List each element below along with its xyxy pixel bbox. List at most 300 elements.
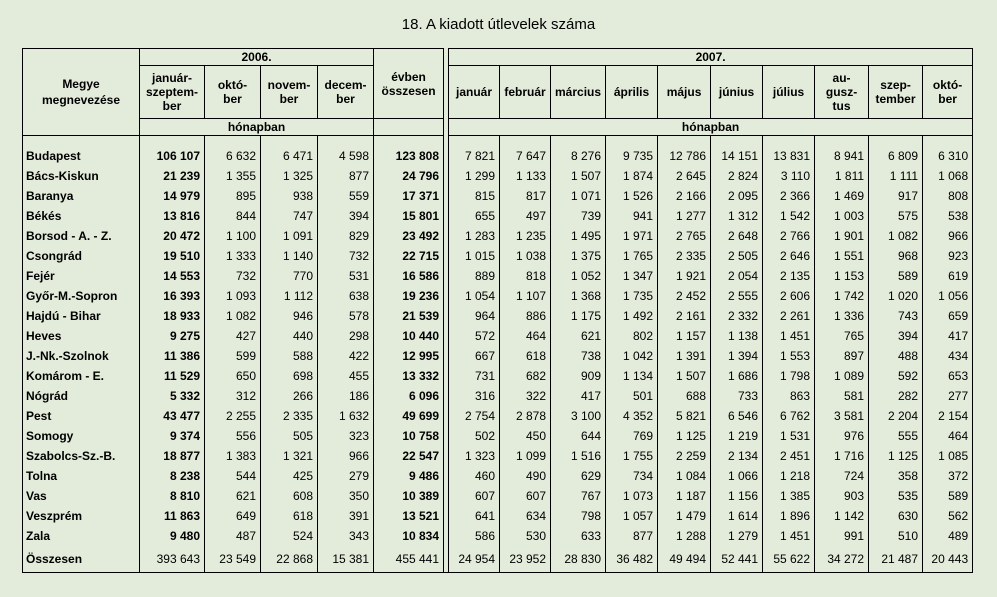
table-row xyxy=(23,206,973,226)
table-cell: 923 xyxy=(923,246,973,266)
table-row xyxy=(23,406,973,426)
table-cell: 649 xyxy=(205,506,261,526)
table-cell: 2 824 xyxy=(711,166,763,186)
spacer-cell xyxy=(374,136,444,147)
table-cell: 1 507 xyxy=(551,166,606,186)
table-cell: 889 xyxy=(449,266,500,286)
spacer-cell xyxy=(923,136,973,147)
table-cell: 817 xyxy=(500,186,551,206)
col-2007-sep: szep- tember xyxy=(869,66,923,119)
table-cell: 621 xyxy=(205,486,261,506)
county-name: Összesen xyxy=(23,546,140,573)
table-cell: 531 xyxy=(318,266,374,286)
table-cell: 1 336 xyxy=(815,306,869,326)
county-name: Fejér xyxy=(23,266,140,286)
table-cell: 765 xyxy=(815,326,869,346)
table-cell: 895 xyxy=(205,186,261,206)
table-cell: 638 xyxy=(318,286,374,306)
table-cell: 1 469 xyxy=(815,186,869,206)
spacer-cell xyxy=(318,136,374,147)
table-cell: 743 xyxy=(869,306,923,326)
table-cell: 52 441 xyxy=(711,546,763,573)
county-name: Budapest xyxy=(23,146,140,166)
year-2007-header: 2007. xyxy=(449,49,973,66)
table-cell: 1 451 xyxy=(763,526,815,546)
table-cell: 9 486 xyxy=(374,466,444,486)
table-cell: 1 531 xyxy=(763,426,815,446)
table-cell: 682 xyxy=(500,366,551,386)
spacer-cell xyxy=(140,136,205,147)
spacer-cell xyxy=(449,136,500,147)
table-cell: 1 015 xyxy=(449,246,500,266)
table-cell: 589 xyxy=(869,266,923,286)
table-cell: 2 135 xyxy=(763,266,815,286)
table-cell: 886 xyxy=(500,306,551,326)
table-cell: 350 xyxy=(318,486,374,506)
table-cell: 106 107 xyxy=(140,146,205,166)
table-cell: 1 093 xyxy=(205,286,261,306)
table-cell: 544 xyxy=(205,466,261,486)
col-year-total: évben összesen xyxy=(374,49,444,119)
table-cell: 1 056 xyxy=(923,286,973,306)
spacer-cell xyxy=(500,136,551,147)
table-cell: 1 479 xyxy=(658,506,711,526)
table-cell: 391 xyxy=(318,506,374,526)
table-cell: 55 622 xyxy=(763,546,815,573)
table-row xyxy=(23,306,973,326)
table-cell: 14 553 xyxy=(140,266,205,286)
table-cell: 739 xyxy=(551,206,606,226)
table-cell: 802 xyxy=(606,326,658,346)
table-cell: 266 xyxy=(261,386,318,406)
table-cell: 1 219 xyxy=(711,426,763,446)
table-cell: 903 xyxy=(815,486,869,506)
table-cell: 450 xyxy=(500,426,551,446)
table-cell: 8 810 xyxy=(140,486,205,506)
county-header: Megye megnevezése xyxy=(23,49,140,136)
table-row xyxy=(23,366,973,386)
table-cell: 698 xyxy=(261,366,318,386)
table-cell: 1 187 xyxy=(658,486,711,506)
table-cell: 16 586 xyxy=(374,266,444,286)
table-cell: 732 xyxy=(318,246,374,266)
table-cell: 1 111 xyxy=(869,166,923,186)
table-cell: 1 125 xyxy=(869,446,923,466)
table-cell: 282 xyxy=(869,386,923,406)
table-cell: 9 480 xyxy=(140,526,205,546)
table-cell: 358 xyxy=(869,466,923,486)
spacer-cell xyxy=(205,136,261,147)
table-cell: 586 xyxy=(449,526,500,546)
table-cell: 9 374 xyxy=(140,426,205,446)
unit-label-2007: hónapban xyxy=(449,119,973,136)
col-2007-jan: január xyxy=(449,66,500,119)
table-cell: 621 xyxy=(551,326,606,346)
table-cell: 1 632 xyxy=(318,406,374,426)
table-cell: 688 xyxy=(658,386,711,406)
table-cell: 1 391 xyxy=(658,346,711,366)
table-cell: 655 xyxy=(449,206,500,226)
county-name: Baranya xyxy=(23,186,140,206)
table-cell: 738 xyxy=(551,346,606,366)
table-cell: 1 742 xyxy=(815,286,869,306)
table-cell: 1 140 xyxy=(261,246,318,266)
table-cell: 6 546 xyxy=(711,406,763,426)
table-cell: 3 581 xyxy=(815,406,869,426)
table-cell: 20 472 xyxy=(140,226,205,246)
table-cell: 12 995 xyxy=(374,346,444,366)
spacer-cell xyxy=(551,136,606,147)
table-cell: 1 235 xyxy=(500,226,551,246)
col-2007-oct: októ- ber xyxy=(923,66,973,119)
table-cell: 941 xyxy=(606,206,658,226)
table-cell: 18 933 xyxy=(140,306,205,326)
table-cell: 5 821 xyxy=(658,406,711,426)
table-cell: 1 921 xyxy=(658,266,711,286)
table-cell: 123 808 xyxy=(374,146,444,166)
table-cell: 13 521 xyxy=(374,506,444,526)
table-cell: 1 551 xyxy=(815,246,869,266)
table-cell: 644 xyxy=(551,426,606,446)
table-cell: 6 632 xyxy=(205,146,261,166)
table-cell: 991 xyxy=(815,526,869,546)
table-cell: 2 335 xyxy=(658,246,711,266)
table-cell: 1 312 xyxy=(711,206,763,226)
table-cell: 917 xyxy=(869,186,923,206)
table-cell: 877 xyxy=(318,166,374,186)
table-cell: 510 xyxy=(869,526,923,546)
table-cell: 1 495 xyxy=(551,226,606,246)
table-cell: 946 xyxy=(261,306,318,326)
table-cell: 2 452 xyxy=(658,286,711,306)
table-cell: 23 952 xyxy=(500,546,551,573)
table-cell: 10 389 xyxy=(374,486,444,506)
table-title: 18. A kiadott útlevelek száma xyxy=(401,16,596,33)
table-cell: 455 441 xyxy=(374,546,444,573)
table-cell: 818 xyxy=(500,266,551,286)
table-cell: 1 614 xyxy=(711,506,763,526)
table-cell: 524 xyxy=(261,526,318,546)
table-cell: 18 877 xyxy=(140,446,205,466)
col-2006-nov: novem- ber xyxy=(261,66,318,119)
table-cell: 731 xyxy=(449,366,500,386)
table-cell: 1 142 xyxy=(815,506,869,526)
table-cell: 1 526 xyxy=(606,186,658,206)
spacer-cell xyxy=(815,136,869,147)
table-cell: 15 381 xyxy=(318,546,374,573)
table-cell: 9 275 xyxy=(140,326,205,346)
table-cell: 1 082 xyxy=(205,306,261,326)
county-name: Szabolcs-Sz.-B. xyxy=(23,446,140,466)
table-cell: 2 161 xyxy=(658,306,711,326)
table-cell: 588 xyxy=(261,346,318,366)
table-cell: 1 798 xyxy=(763,366,815,386)
table-cell: 1 686 xyxy=(711,366,763,386)
table-cell: 22 715 xyxy=(374,246,444,266)
table-cell: 13 831 xyxy=(763,146,815,166)
spacer-cell xyxy=(261,136,318,147)
table-cell: 6 310 xyxy=(923,146,973,166)
table-cell: 2 648 xyxy=(711,226,763,246)
table-cell: 1 288 xyxy=(658,526,711,546)
table-cell: 1 085 xyxy=(923,446,973,466)
table-cell: 2 555 xyxy=(711,286,763,306)
table-cell: 425 xyxy=(261,466,318,486)
table-cell: 36 482 xyxy=(606,546,658,573)
table-cell: 599 xyxy=(205,346,261,366)
table-cell: 2 606 xyxy=(763,286,815,306)
table-cell: 455 xyxy=(318,366,374,386)
table-cell: 394 xyxy=(318,206,374,226)
table-cell: 1 134 xyxy=(606,366,658,386)
table-cell: 1 099 xyxy=(500,446,551,466)
spacer-row xyxy=(23,136,973,147)
table-cell: 2 645 xyxy=(658,166,711,186)
table-cell: 19 510 xyxy=(140,246,205,266)
table-cell: 630 xyxy=(869,506,923,526)
table-cell: 2 166 xyxy=(658,186,711,206)
county-name: Borsod - A. - Z. xyxy=(23,226,140,246)
table-cell: 1 383 xyxy=(205,446,261,466)
table-cell: 1 003 xyxy=(815,206,869,226)
col-2006-jan-sep: január- szeptem- ber xyxy=(140,66,205,119)
table-cell: 966 xyxy=(318,446,374,466)
table-cell: 734 xyxy=(606,466,658,486)
county-name: Bács-Kiskun xyxy=(23,166,140,186)
table-cell: 14 979 xyxy=(140,186,205,206)
table-cell: 489 xyxy=(923,526,973,546)
county-name: Nógrád xyxy=(23,386,140,406)
table-cell: 1 811 xyxy=(815,166,869,186)
table-cell: 1 066 xyxy=(711,466,763,486)
table-cell: 1 755 xyxy=(606,446,658,466)
table-cell: 502 xyxy=(449,426,500,446)
table-cell: 505 xyxy=(261,426,318,446)
table-cell: 21 539 xyxy=(374,306,444,326)
table-cell: 279 xyxy=(318,466,374,486)
table-cell: 1 071 xyxy=(551,186,606,206)
spacer-cell xyxy=(869,136,923,147)
table-cell: 1 084 xyxy=(658,466,711,486)
table-cell: 1 516 xyxy=(551,446,606,466)
table-cell: 1 157 xyxy=(658,326,711,346)
table-cell: 667 xyxy=(449,346,500,366)
table-cell: 2 261 xyxy=(763,306,815,326)
table-cell: 277 xyxy=(923,386,973,406)
table-row xyxy=(23,386,973,406)
table-cell: 877 xyxy=(606,526,658,546)
table-cell: 2 154 xyxy=(923,406,973,426)
table-cell: 10 440 xyxy=(374,326,444,346)
table-cell: 1 218 xyxy=(763,466,815,486)
table-cell: 2 754 xyxy=(449,406,500,426)
table-row xyxy=(23,346,973,366)
table-cell: 607 xyxy=(500,486,551,506)
table-cell: 897 xyxy=(815,346,869,366)
table-cell: 20 443 xyxy=(923,546,973,573)
table-cell: 1 153 xyxy=(815,266,869,286)
table-cell: 343 xyxy=(318,526,374,546)
table-cell: 1 073 xyxy=(606,486,658,506)
col-2007-jul: július xyxy=(763,66,815,119)
table-cell: 2 095 xyxy=(711,186,763,206)
unit-blank xyxy=(374,119,444,136)
table-cell: 966 xyxy=(923,226,973,246)
table-cell: 562 xyxy=(923,506,973,526)
table-cell: 1 068 xyxy=(923,166,973,186)
table-row xyxy=(23,466,973,486)
table-cell: 2 054 xyxy=(711,266,763,286)
table-cell: 733 xyxy=(711,386,763,406)
table-cell: 417 xyxy=(923,326,973,346)
table-row xyxy=(23,486,973,506)
table-cell: 49 699 xyxy=(374,406,444,426)
table-cell: 490 xyxy=(500,466,551,486)
year-2006-header: 2006. xyxy=(140,49,374,66)
table-cell: 2 646 xyxy=(763,246,815,266)
table-cell: 1 896 xyxy=(763,506,815,526)
table-cell: 6 809 xyxy=(869,146,923,166)
county-name: Vas xyxy=(23,486,140,506)
county-name: Heves xyxy=(23,326,140,346)
table-row xyxy=(23,186,973,206)
table-cell: 1 038 xyxy=(500,246,551,266)
table-cell: 440 xyxy=(261,326,318,346)
table-cell: 2 766 xyxy=(763,226,815,246)
table-row xyxy=(23,326,973,346)
table-cell: 863 xyxy=(763,386,815,406)
table-cell: 19 236 xyxy=(374,286,444,306)
table-cell: 2 134 xyxy=(711,446,763,466)
unit-label-2006: hónapban xyxy=(140,119,374,136)
table-cell: 618 xyxy=(500,346,551,366)
table-cell: 1 765 xyxy=(606,246,658,266)
county-name: Tolna xyxy=(23,466,140,486)
table-cell: 634 xyxy=(500,506,551,526)
table-cell: 11 529 xyxy=(140,366,205,386)
table-cell: 1 971 xyxy=(606,226,658,246)
table-cell: 4 352 xyxy=(606,406,658,426)
county-name: Zala xyxy=(23,526,140,546)
table-cell: 6 471 xyxy=(261,146,318,166)
table-cell: 1 321 xyxy=(261,446,318,466)
table-cell: 633 xyxy=(551,526,606,546)
table-cell: 1 089 xyxy=(815,366,869,386)
table-cell: 298 xyxy=(318,326,374,346)
table-cell: 938 xyxy=(261,186,318,206)
table-cell: 815 xyxy=(449,186,500,206)
table-cell: 497 xyxy=(500,206,551,226)
table-cell: 7 647 xyxy=(500,146,551,166)
table-cell: 1 735 xyxy=(606,286,658,306)
table-cell: 16 393 xyxy=(140,286,205,306)
table-cell: 186 xyxy=(318,386,374,406)
table-cell: 653 xyxy=(923,366,973,386)
county-name: Hajdú - Bihar xyxy=(23,306,140,326)
table-cell: 976 xyxy=(815,426,869,446)
table-cell: 538 xyxy=(923,206,973,226)
table-cell: 2 255 xyxy=(205,406,261,426)
table-cell: 49 494 xyxy=(658,546,711,573)
table-cell: 43 477 xyxy=(140,406,205,426)
table-cell: 844 xyxy=(205,206,261,226)
table-row xyxy=(23,246,973,266)
table-cell: 1 507 xyxy=(658,366,711,386)
table-cell: 1 283 xyxy=(449,226,500,246)
table-row xyxy=(23,226,973,246)
table-cell: 968 xyxy=(869,246,923,266)
table-cell: 767 xyxy=(551,486,606,506)
table-cell: 1 385 xyxy=(763,486,815,506)
table-cell: 11 863 xyxy=(140,506,205,526)
table-cell: 11 386 xyxy=(140,346,205,366)
table-cell: 1 333 xyxy=(205,246,261,266)
table-cell: 1 347 xyxy=(606,266,658,286)
table-row xyxy=(23,526,973,546)
col-2007-apr: április xyxy=(606,66,658,119)
table-cell: 1 100 xyxy=(205,226,261,246)
county-name: Komárom - E. xyxy=(23,366,140,386)
county-name: J.-Nk.-Szolnok xyxy=(23,346,140,366)
table-cell: 1 133 xyxy=(500,166,551,186)
table-cell: 1 451 xyxy=(763,326,815,346)
table-cell: 1 042 xyxy=(606,346,658,366)
table-cell: 1 091 xyxy=(261,226,318,246)
table-cell: 1 492 xyxy=(606,306,658,326)
table-cell: 2 366 xyxy=(763,186,815,206)
table-cell: 1 325 xyxy=(261,166,318,186)
table-cell: 2 259 xyxy=(658,446,711,466)
table-cell: 1 375 xyxy=(551,246,606,266)
table-cell: 394 xyxy=(869,326,923,346)
table-cell: 1 052 xyxy=(551,266,606,286)
table-cell: 1 542 xyxy=(763,206,815,226)
table-cell: 770 xyxy=(261,266,318,286)
table-cell: 556 xyxy=(205,426,261,446)
table-cell: 2 335 xyxy=(261,406,318,426)
table-cell: 15 801 xyxy=(374,206,444,226)
table-cell: 1 138 xyxy=(711,326,763,346)
table-row xyxy=(23,266,973,286)
table-cell: 1 368 xyxy=(551,286,606,306)
table-cell: 555 xyxy=(869,426,923,446)
table-cell: 650 xyxy=(205,366,261,386)
col-2007-mar: március xyxy=(551,66,606,119)
table-cell: 1 874 xyxy=(606,166,658,186)
table-cell: 659 xyxy=(923,306,973,326)
table-cell: 22 547 xyxy=(374,446,444,466)
table-cell: 6 762 xyxy=(763,406,815,426)
table-cell: 1 054 xyxy=(449,286,500,306)
table-cell: 1 901 xyxy=(815,226,869,246)
table-cell: 808 xyxy=(923,186,973,206)
table-cell: 9 735 xyxy=(606,146,658,166)
table-cell: 417 xyxy=(551,386,606,406)
table-cell: 535 xyxy=(869,486,923,506)
table-cell: 641 xyxy=(449,506,500,526)
total-row xyxy=(23,546,973,573)
table-cell: 747 xyxy=(261,206,318,226)
table-cell: 8 276 xyxy=(551,146,606,166)
table-cell: 607 xyxy=(449,486,500,506)
col-2007-may: május xyxy=(658,66,711,119)
table-cell: 1 082 xyxy=(869,226,923,246)
table-cell: 3 110 xyxy=(763,166,815,186)
table-cell: 829 xyxy=(318,226,374,246)
table-cell: 14 151 xyxy=(711,146,763,166)
table-cell: 427 xyxy=(205,326,261,346)
table-row xyxy=(23,446,973,466)
